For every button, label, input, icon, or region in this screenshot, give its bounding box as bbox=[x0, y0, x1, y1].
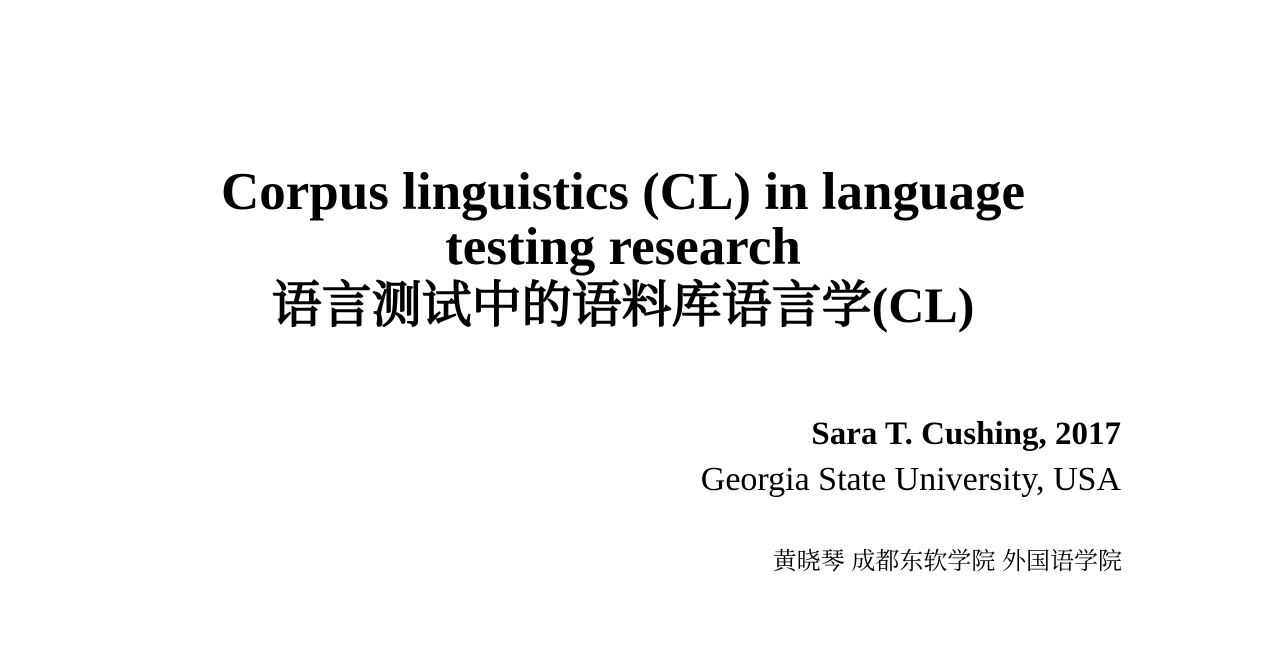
title-line-2: testing research bbox=[445, 218, 801, 276]
credits-block bbox=[701, 412, 1121, 502]
author-affiliation: Georgia State University, USA bbox=[700, 461, 1121, 498]
slide-title bbox=[0, 165, 1246, 335]
title-line-1: Corpus linguistics (CL) in language bbox=[221, 163, 1025, 221]
presenter-info: 黄晓琴 成都东软学院 外国语学院 bbox=[772, 548, 1122, 575]
author-name: Sara T. Cushing, 2017 bbox=[811, 416, 1121, 452]
title-line-chinese: 语言测试中的语料库语言学(CL) bbox=[271, 277, 975, 333]
